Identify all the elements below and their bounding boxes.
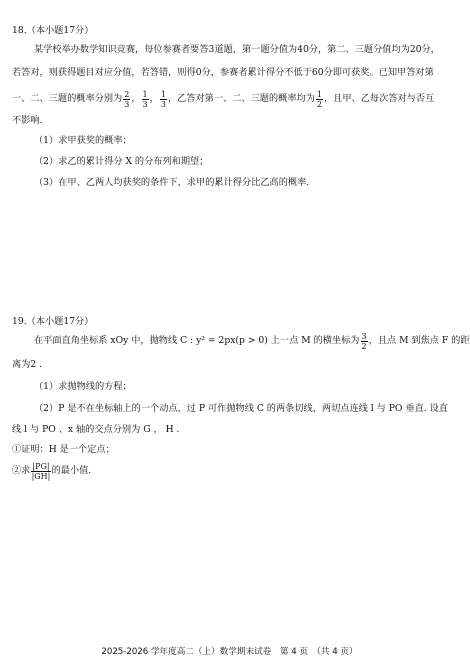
fraction-one-third — [160, 90, 167, 109]
fraction-one-half — [316, 90, 323, 109]
q19-text-segment: ，且点 M 到焦点 F 的距 — [368, 335, 470, 346]
q18-separator: ， — [131, 93, 141, 104]
q19-subquestion-2-line-2: 线 l 与 PO 、x 轴的交点分别为 G ， H . — [12, 424, 180, 435]
fraction-denominator: 2 — [361, 342, 367, 351]
fraction-one-third — [142, 90, 149, 109]
q19-claim-2 — [12, 460, 445, 482]
fraction-three-halves — [361, 332, 368, 351]
fraction-numerator: 1 — [160, 90, 166, 99]
q19-text-segment: 在平面直角坐标系 xOy 中，抛物线 C : y² = 2px(p > 0) 上一点 M 的横坐标为 — [34, 335, 360, 346]
q18-paragraph-line-4: 不影响. — [12, 115, 43, 126]
q18-subquestion-3: （3）在甲、乙两人均获奖的条件下，求甲的累计得分比乙高的概率. — [34, 177, 310, 188]
fraction-denominator: 3 — [160, 100, 166, 109]
fraction-denominator: 2 — [316, 100, 322, 109]
q18-text-segment: ，且甲、乙每次答对与否互 — [324, 93, 435, 104]
fraction-numerator: |PG| — [32, 462, 50, 471]
q19-subquestion-2-line-1: （2）P 是不在坐标轴上的一个动点，过 P 可作抛物线 C 的两条切线，两切点连线 l 与 PO 垂直. 设直 — [34, 403, 448, 414]
q18-paragraph-line-3 — [12, 89, 445, 109]
q18-paragraph-line-2: 若答对，则获得题目对应分值，若答错，则得0分，参赛者累计得分不低于60分即可获奖。已知甲答对第 — [12, 67, 434, 78]
q19-text-segment: 的最小值. — [51, 465, 92, 476]
q19-paragraph-line-2: 离为2 . — [12, 359, 43, 370]
fraction-denominator: |GH| — [31, 472, 51, 481]
q19-text-segment: ②求 — [12, 465, 31, 476]
fraction-numerator: 3 — [361, 332, 367, 341]
q18-subquestion-1: （1）求甲获奖的概率； — [34, 135, 132, 146]
q19-claim-1: ①证明：H 是一个定点； — [12, 444, 115, 455]
fraction-numerator: 1 — [142, 90, 148, 99]
page-footer: 2025-2026 学年度高二（上）数学期末试卷 第 4 页 （共 4 页） — [101, 647, 358, 657]
q18-separator: ， — [149, 93, 159, 104]
q18-subquestion-2: （2）求乙的累计得分 X 的分布列和期望； — [34, 156, 209, 167]
q19-header: 19.（本小题17分） — [12, 316, 94, 327]
fraction-denominator: 3 — [142, 100, 148, 109]
fraction-denominator: 3 — [124, 100, 130, 109]
q18-text-segment: ，乙答对第一、二、三题的概率均为 — [167, 93, 315, 104]
fraction-numerator: 2 — [124, 90, 130, 99]
fraction-numerator: 1 — [316, 90, 322, 99]
q18-text-segment: 一、二、三题的概率分别为 — [12, 93, 123, 104]
q18-header: 18.（本小题17分） — [12, 25, 94, 36]
q19-paragraph-line-1 — [34, 331, 470, 351]
fraction-two-thirds — [123, 90, 130, 109]
q18-paragraph-line-1: 某学校举办数学知识竞赛，每位参赛者要答3道题，第一题分值为40分，第二、三题分值均为20分， — [34, 44, 440, 55]
q19-subquestion-1: （1）求抛物线的方程； — [34, 381, 132, 392]
fraction-pg-over-gh — [31, 462, 50, 481]
